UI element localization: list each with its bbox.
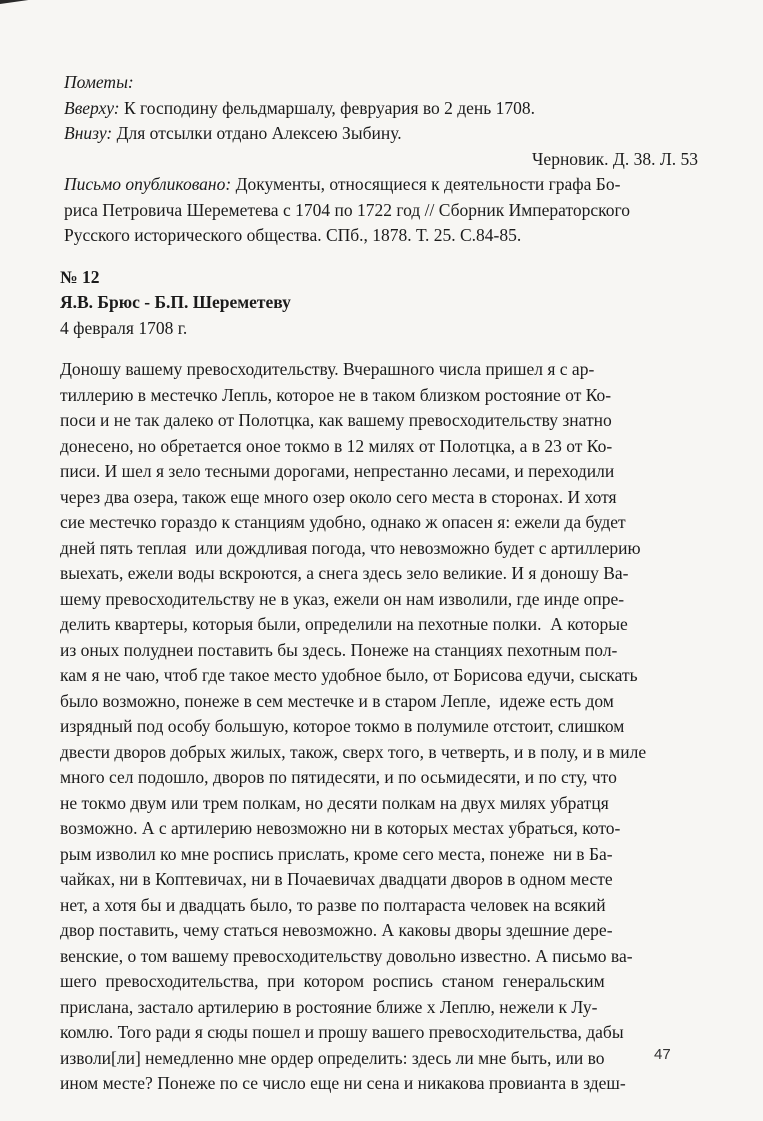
body-line: ином месте? Понеже по се число еще ни сена и никакова провианта в здеш- xyxy=(60,1073,626,1093)
note-top xyxy=(64,96,698,122)
letter-date: 4 февраля 1708 г. xyxy=(60,317,188,338)
note-top-text: К господину фельдмаршалу, февруария во 2 день 1708. xyxy=(119,97,536,118)
body-line: прислана, застало артилерию в ростояние ближе х Леплю, нежели к Лу- xyxy=(60,996,598,1017)
publication-line-1 xyxy=(64,172,698,198)
body-line: комлю. Того ради я сюды пошел и прошу вашего превосходительства, дабы xyxy=(60,1022,624,1042)
body-line: через два озера, також еще много озер около сего места в сторонах. И хотя xyxy=(60,486,617,507)
scan-corner-mark xyxy=(0,0,34,16)
publication-label: Письмо опубликовано: xyxy=(64,174,232,194)
note-bottom-text: Для отсылки отдано Алексею Зыбину. xyxy=(112,123,402,143)
body-line: много сел подошло, дворов по пятидесяти, и по осьмидесяти, и по сту, что xyxy=(60,767,617,787)
note-top-label: Вверху: xyxy=(64,97,120,118)
body-line: венские, о том вашему превосходительству довольно известно. А письмо ва- xyxy=(60,945,633,966)
body-line: шему превосходительству не в указ, ежели он нам изволили, где инде опре- xyxy=(60,588,625,609)
body-line: возможно. А с артилерию невозможно ни в которых местах убраться, кото- xyxy=(60,818,621,838)
letter-title: Я.В. Брюс - Б.П. Шереметеву xyxy=(60,292,291,312)
body-line: двор поставить, чему статься невозможно. А каковы дворы здешние дере- xyxy=(60,920,613,940)
body-line: выехать, ежели воды вскроются, а снега здесь зело великие. И я доношу Ва- xyxy=(60,563,629,583)
body-line: двести дворов добрых жилых, також, сверх того, в четверть, и в полу, и в миле xyxy=(60,741,647,762)
body-line: не токмо двум или трем полкам, но десяти полкам на двух милях убратця xyxy=(60,792,609,813)
body-line: шего превосходительства, при котором роспись станом генеральским xyxy=(60,971,605,991)
body-line: писи. И шел я зело тесными дорогами, непрестанно лесами, и переходили xyxy=(60,461,615,481)
note-bottom-label: Внизу: xyxy=(64,123,113,143)
letter-number: № 12 xyxy=(60,266,100,287)
body-line: чайках, ни в Коптевичах, ни в Почаевичах двадцати дворов в одном месте xyxy=(60,869,613,889)
publication-info xyxy=(64,172,698,249)
publication-text-1: Документы, относящиеся к деятельности графа Бо- xyxy=(231,174,621,194)
body-line: изволи[ли] немедленно мне ордер определить: здесь ли мне быть, или во xyxy=(60,1047,605,1068)
body-line: поси и не так далеко от Полотцка, как вашему превосходительству знатно xyxy=(60,410,612,430)
body-line: рым изволил ко мне роспись прислать, кроме сего места, понеже ни в Ба- xyxy=(60,843,613,864)
body-line: изрядный под особу большую, которое токмо в полумиле отстоит, слишком xyxy=(60,716,625,736)
letter-body xyxy=(60,357,698,1097)
body-line: было возможно, понеже в сем местечке и в старом Лепле, идеже есть дом xyxy=(60,690,614,711)
body-line: нет, а хотя бы и двадцать было, то разве по полтараста человек на всякий xyxy=(60,894,606,915)
body-line: кам я не чаю, чтоб где такое место удобное было, от Борисова едучи, сыскать xyxy=(60,665,638,685)
body-line: донесено, но обретается оное токмо в 12 милях от Полотцка, а в 23 от Ко- xyxy=(60,435,613,456)
source-reference: Черновик. Д. 38. Л. 53 xyxy=(532,148,698,169)
document-page xyxy=(60,70,698,1097)
body-line: дней пять теплая или дождливая погода, что невозможно будет с артиллерию xyxy=(60,537,641,558)
body-line: из оных полуднеи поставить бы здесь. Понеже на станциях пехотным пол- xyxy=(60,639,618,660)
body-line: сие местечко гораздо к станциям удобно, однако ж опасен я: ежели да будет xyxy=(60,512,626,532)
note-bottom xyxy=(64,121,698,147)
body-line: тиллерию в местечко Лепль, которое не в таком близком ростояние от Ко- xyxy=(60,384,612,405)
publication-line-3: Русского исторического общества. СПб., 1878. Т. 25. С.84-85. xyxy=(64,225,522,245)
notes-heading: Пометы: xyxy=(64,72,134,92)
body-line: Доношу вашему превосходительству. Вчерашного числа пришел я с ар- xyxy=(60,359,595,379)
publication-line-2: риса Петровича Шереметева с 1704 по 1722 год // Сборник Императорского xyxy=(64,199,631,220)
body-line: делить квартеры, которыя были, определили на пехотные полки. А которые xyxy=(60,614,628,634)
page-number: 47 xyxy=(654,1046,671,1063)
